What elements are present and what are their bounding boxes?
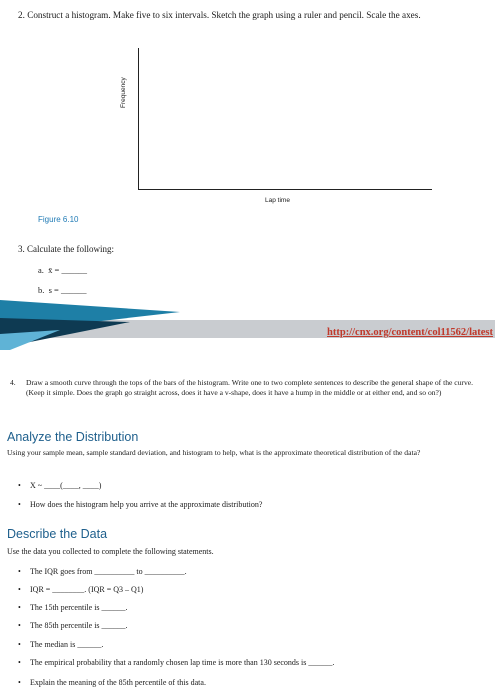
y-axis-line — [138, 48, 139, 190]
list-item-text: The 85th percentile is ______. — [30, 621, 128, 630]
list-item — [18, 678, 206, 687]
question-3a-letter: a. — [38, 265, 44, 275]
list-item — [18, 567, 187, 576]
question-2 — [18, 10, 421, 20]
question-3a — [38, 265, 87, 275]
bullet-icon: • — [18, 640, 21, 649]
list-item-text: IQR = ________. (IQR = Q3 – Q1) — [30, 585, 144, 594]
list-item — [18, 500, 262, 509]
list-item — [18, 481, 101, 490]
describe-heading: Describe the Data — [7, 527, 108, 541]
bullet-icon: • — [18, 658, 21, 667]
list-item-text: Explain the meaning of the 85th percentile of this data. — [30, 678, 206, 687]
question-3-text: Calculate the following: — [27, 244, 114, 254]
list-item — [18, 621, 128, 630]
describe-text: Use the data you collected to complete the following statements. — [7, 547, 214, 556]
question-3b — [38, 285, 86, 295]
y-axis-label: Frequency — [120, 77, 127, 108]
question-3-number: 3. — [18, 244, 25, 254]
question-4-number: 4. — [10, 378, 16, 387]
question-4 — [10, 378, 488, 398]
analyze-text: Using your sample mean, sample standard deviation, and histogram to help, what is the approximate theoretical distribution of the data? — [7, 448, 421, 457]
bullet-icon: • — [18, 603, 21, 612]
question-2-text: Construct a histogram. Make five to six intervals. Sketch the graph using a ruler and pencil. Scale the axes. — [27, 10, 421, 20]
analyze-heading: Analyze the Distribution — [7, 430, 139, 444]
bullet-icon: • — [18, 567, 21, 576]
bullet-icon: • — [18, 481, 21, 490]
list-item — [18, 640, 103, 649]
question-3b-letter: b. — [38, 285, 45, 295]
list-item — [18, 603, 128, 612]
list-item-text: The 15th percentile is ______. — [30, 603, 128, 612]
question-3a-expression: x̄ = ______ — [48, 265, 87, 275]
list-item-text: The median is ______. — [30, 640, 104, 649]
list-item — [18, 585, 143, 594]
question-2-number: 2. — [18, 10, 25, 20]
x-axis-label: Lap time — [265, 197, 290, 204]
list-item-text: How does the histogram help you arrive at the approximate distribution? — [30, 500, 263, 509]
figure-caption: Figure 6.10 — [38, 215, 79, 224]
divider-band — [0, 300, 495, 350]
question-3b-expression: s = ______ — [48, 285, 87, 295]
source-link[interactable]: http://cnx.org/content/col11562/latest — [327, 327, 493, 338]
bullet-icon: • — [18, 585, 21, 594]
list-item-text: The empirical probability that a randomly chosen lap time is more than 130 seconds is ______. — [30, 658, 335, 667]
x-axis-line — [138, 189, 432, 190]
bullet-icon: • — [18, 500, 21, 509]
list-item — [18, 658, 334, 667]
list-item-text: X ~ ____(____, ____) — [30, 481, 102, 490]
bullet-icon: • — [18, 621, 21, 630]
question-4-text: Draw a smooth curve through the tops of the bars of the histogram. Write one to two complete sentences to describe the general shape of the curve. (Keep it simple. Does the graph go straight across, does it have a v-shape, does it have a hump in the middle or at either end, and so on?) — [26, 378, 474, 397]
list-item-text: The IQR goes from __________ to __________. — [30, 567, 187, 576]
question-3 — [18, 244, 114, 254]
bullet-icon: • — [18, 678, 21, 687]
